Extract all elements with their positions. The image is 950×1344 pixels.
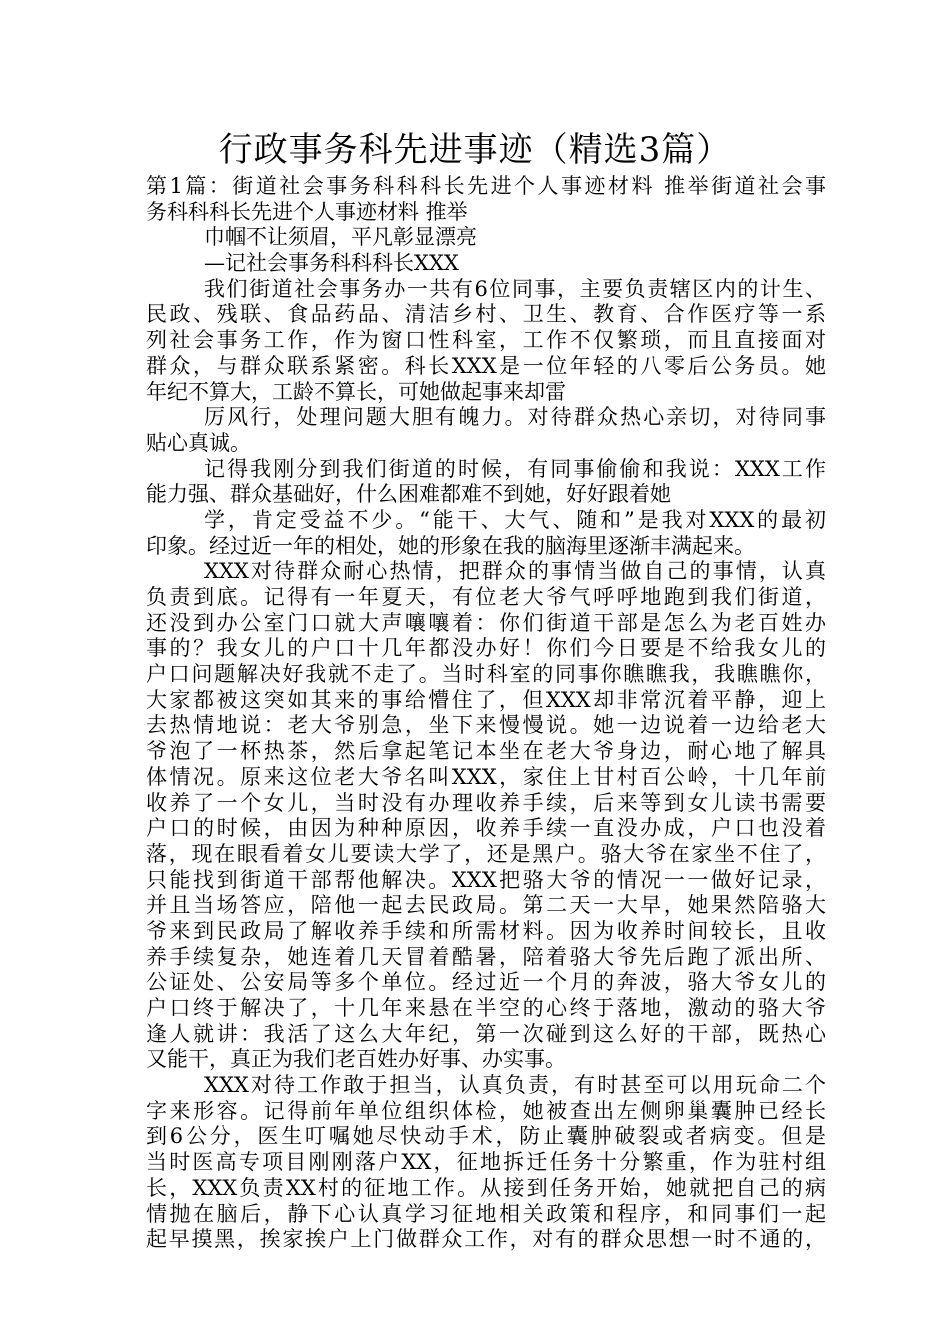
text-line: 学，肯定受益不少。“能干、大气、随和”是我对XXX的最初 bbox=[204, 507, 826, 532]
text-line: 爷来到民政局了解收养手续和所需材料。因为收养时间较长，且收 bbox=[146, 918, 826, 943]
text-line: 养手续复杂，她连着几天冒着酷暑，陪着骆大爷先后跑了派出所、 bbox=[146, 944, 826, 969]
text-line: 印象。经过近一年的相处，她的形象在我的脑海里逐渐丰满起来。 bbox=[146, 533, 755, 558]
text-line: 爷泡了一杯热茶，然后拿起笔记本坐在老大爷身边，耐心地了解具 bbox=[146, 739, 826, 764]
text-line: 体情况。原来这位老大爷名叫XXX，家住上甘村百公岭，十几年前 bbox=[146, 764, 826, 789]
text-line: 去热情地说：老大爷别急，坐下来慢慢说。她一边说着一边给老大 bbox=[146, 713, 826, 738]
text-line: 列社会事务工作，作为窗口性科室，工作不仅繁琐，而且直接面对 bbox=[146, 328, 826, 353]
text-line: 起早摸黑，挨家挨户上门做群众工作，对有的群众思想一时不通的， bbox=[146, 1227, 826, 1252]
text-line: 情抛在脑后，静下心认真学习征地相关政策和程序，和同事们一起 bbox=[146, 1201, 826, 1226]
text-line: 务科科科长先进个人事迹材料 推举 bbox=[146, 199, 468, 224]
text-line: 字来形容。记得前年单位组织体检，她被查出左侧卵巢囊肿已经长 bbox=[146, 1098, 826, 1123]
text-line: 能力强、群众基础好，什么困难都难不到她，好好跟着她 bbox=[146, 482, 671, 507]
text-line: XXX对待群众耐心热情，把群众的事情当做自己的事情，认真 bbox=[204, 559, 826, 584]
document-title: 行政事务科先进事迹（精选3篇） bbox=[218, 130, 732, 170]
text-line: 收养了一个女儿，当时没有办理收养手续，后来等到女儿读书需要 bbox=[146, 790, 826, 815]
text-line: 大家都被这突如其来的事给懵住了，但XXX却非常沉着平静，迎上 bbox=[146, 687, 826, 712]
text-line: 民政、残联、食品药品、清洁乡村、卫生、教育、合作医疗等一系 bbox=[146, 302, 826, 327]
text-line: 户口终于解决了，十几年来悬在半空的心终于落地，激动的骆大爷 bbox=[146, 996, 826, 1020]
text-line: 负责到底。记得有一年夏天，有位老大爷气呼呼地跑到我们街道， bbox=[146, 585, 826, 609]
text-line: 当时医高专项目刚刚落户XX，征地拆迁任务十分繁重，作为驻村组 bbox=[146, 1150, 826, 1175]
text-line: 贴心真诚。 bbox=[146, 430, 251, 455]
text-line: —记社会事务科科科长XXX bbox=[204, 251, 459, 276]
text-line: 记得我刚分到我们街道的时候，有同事偷偷和我说：XXX工作 bbox=[204, 456, 826, 481]
document-body bbox=[146, 174, 826, 1253]
text-line: 年纪不算大，工龄不算长，可她做起事来却雷 bbox=[146, 379, 566, 404]
text-line: 群众，与群众联系紧密。科长XXX是一位年轻的八零后公务员。她 bbox=[146, 353, 826, 378]
text-line: 逢人就讲：我活了这么大年纪，第一次碰到这么好的干部，既热心 bbox=[146, 1021, 826, 1046]
text-line: 落，现在眼看着女儿要读大学了，还是黑户。骆大爷在家坐不住了， bbox=[146, 841, 826, 866]
text-line: 户口问题解决好我就不走了。当时科室的同事你瞧瞧我，我瞧瞧你， bbox=[146, 662, 826, 687]
text-line: 并且当场答应，陪他一起去民政局。第二天一大早，她果然陪骆大 bbox=[146, 893, 826, 918]
text-line: XXX对待工作敢于担当，认真负责，有时甚至可以用玩命二个 bbox=[204, 1073, 826, 1098]
text-line: 长，XXX负责XX村的征地工作。从接到任务开始，她就把自己的病 bbox=[146, 1175, 826, 1200]
text-line: 厉风行，处理问题大胆有魄力。对待群众热心亲切，对待同事 bbox=[204, 405, 826, 430]
text-line: 事的？我女儿的户口十几年都没办好！你们今日要是不给我女儿的 bbox=[146, 636, 826, 661]
text-line: 巾帼不让须眉，平凡彰显漂亮 bbox=[204, 225, 477, 250]
text-line: 公证处、公安局等多个单位。经过近一个月的奔波，骆大爷女儿的 bbox=[146, 970, 826, 995]
text-line: 还没到办公室门口就大声嚷嚷着：你们街道干部是怎么为老百姓办 bbox=[146, 610, 826, 635]
text-line: 又能干，真正为我们老百姓办好事、办实事。 bbox=[146, 1047, 566, 1072]
text-line: 只能找到街道干部帮他解决。XXX把骆大爷的情况一一做好记录， bbox=[146, 867, 826, 892]
text-line: 到6公分，医生叮嘱她尽快动手术，防止囊肿破裂或者病变。但是 bbox=[146, 1124, 826, 1149]
text-line: 我们街道社会事务办一共有6位同事，主要负责辖区内的计生、 bbox=[204, 276, 826, 301]
text-line: 户口的时候，由因为种种原因，收养手续一直没办成，户口也没着 bbox=[146, 816, 826, 841]
text-line: 第1篇：街道社会事务科科科长先进个人事迹材料 推举街道社会事 bbox=[146, 174, 826, 198]
